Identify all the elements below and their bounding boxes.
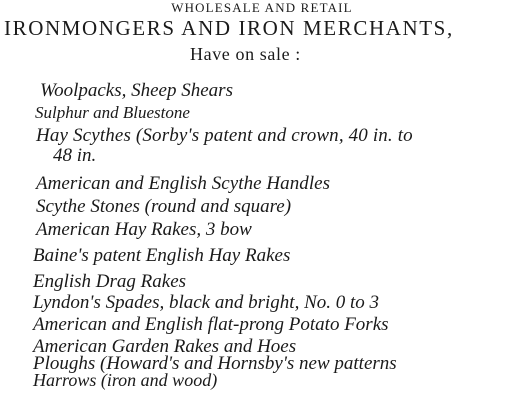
list-item-potato-forks: American and English flat-prong Potato Forks <box>33 314 389 335</box>
list-item-garden-rakes: American Garden Rakes and Hoes <box>33 336 297 357</box>
ironmongers-heading: IRONMONGERS AND IRON MERCHANTS, <box>4 16 454 40</box>
wholesale-retail-heading: WHOLESALE AND RETAIL <box>171 0 353 15</box>
list-item-hay-scythes: Hay Scythes (Sorby's patent and crown, 40 in. to <box>36 125 413 146</box>
list-item-woolpacks: Woolpacks, Sheep Shears <box>40 80 233 101</box>
list-item-ploughs: Ploughs (Howard's and Hornsby's new patterns <box>33 353 397 374</box>
list-item-baines-hay-rakes: Baine's patent English Hay Rakes <box>33 245 291 266</box>
list-item-hay-scythes-continued: 48 in. <box>53 145 97 166</box>
list-item-scythe-stones: Scythe Stones (round and square) <box>36 196 292 217</box>
list-item-scythe-handles: American and English Scythe Handles <box>36 173 331 194</box>
have-on-sale-heading: Have on sale : <box>190 44 301 64</box>
list-item-sulphur: Sulphur and Bluestone <box>35 103 190 122</box>
list-item-drag-rakes: English Drag Rakes <box>33 271 187 292</box>
list-item-harrows: Harrows (iron and wood) <box>33 370 218 390</box>
list-item-american-hay-rakes: American Hay Rakes, 3 bow <box>36 219 252 240</box>
list-item-spades: Lyndon's Spades, black and bright, No. 0 to 3 <box>33 292 380 313</box>
